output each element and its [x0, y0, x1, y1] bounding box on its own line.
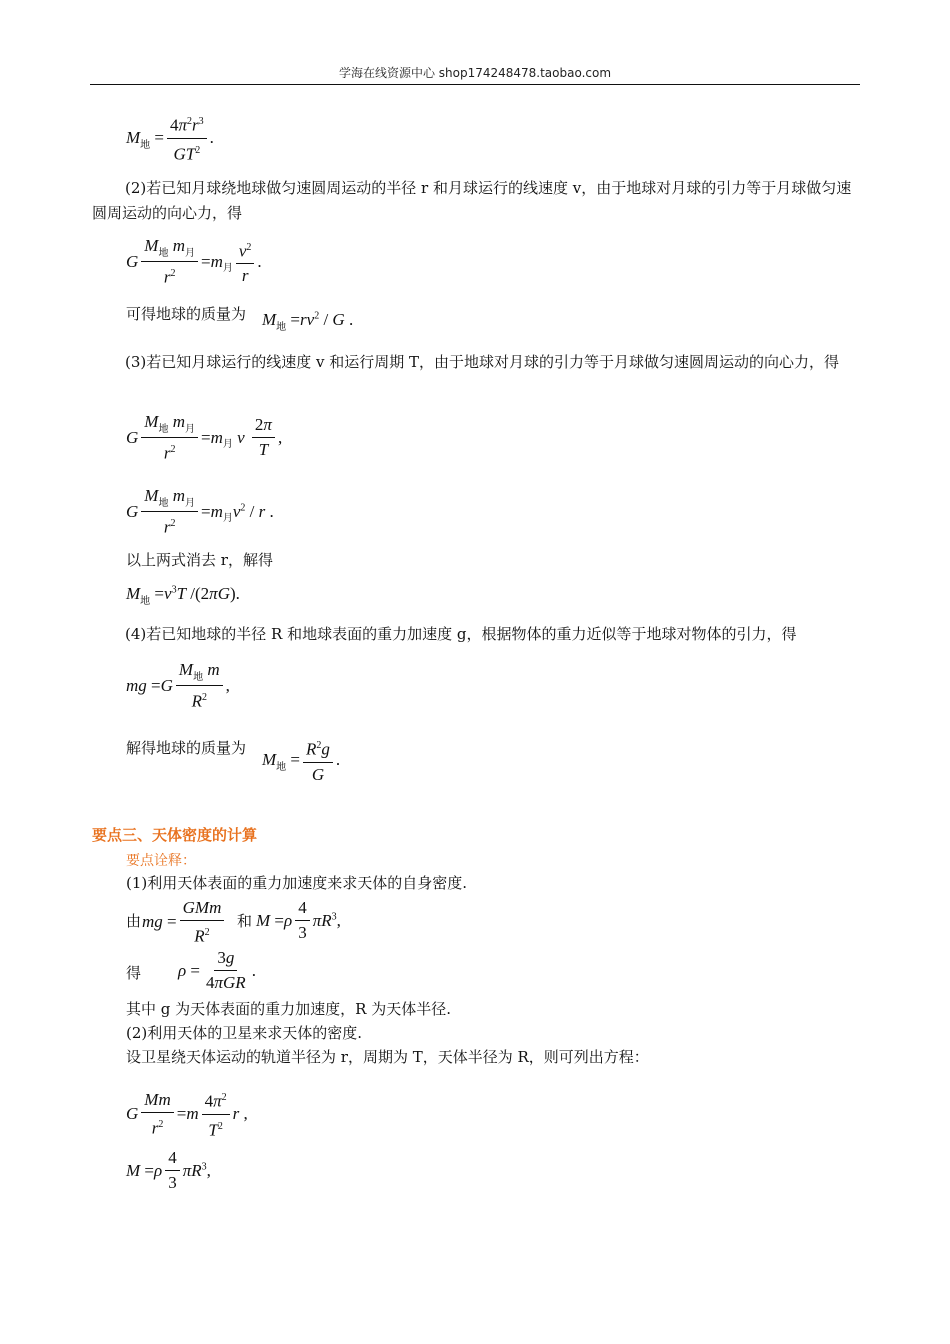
by-label: 由	[126, 912, 142, 930]
formula-earth-mass-g: M 地 = $\frac{R^2g}{G}$ .	[262, 736, 340, 785]
formula-earth-mass-period: M 地 = $\frac{4\pi^2r^3}{GT^2}$ .	[126, 112, 214, 164]
eliminate-r-text: 以上两式消去 r，解得	[126, 551, 273, 569]
mass-rv-lead: 可得地球的质量为	[126, 305, 247, 323]
note-1-text: 其中 g 为天体表面的重力加速度，R 为天体半径.	[126, 1000, 451, 1018]
formula-gravity-centripetal-v2: G $\frac{M_地 m_月}{r^2}$ = m 月 $v^2$ / r .	[126, 486, 274, 537]
formula-gravity-surface: mg = $\frac{\text{GMm}}{R^2}$	[142, 898, 227, 947]
item-2-text: (2)利用天体的卫星来求天体的密度.	[126, 1024, 363, 1042]
mass-g-lead: 解得地球的质量为	[126, 739, 247, 757]
formula-density-g: ρ = $\frac{3g}{\text{4πGR}}$ .	[178, 948, 256, 992]
paragraph-case-2: (2)若已知月球绕地球做匀速圆周运动的半径 r 和月球运行的线速度 v，由于地球对月球的引力等于月球做匀速圆周运动的向心力，得	[92, 179, 852, 222]
formula-earth-mass-rv: M 地 = $rv^2$ / G .	[262, 310, 354, 333]
section-subtitle: 要点诠释：	[126, 853, 196, 869]
and-label: 和	[237, 912, 253, 930]
formula-gravity-weight: mg = G $\frac{M_地 m}{R^2}$ ,	[126, 660, 230, 711]
paragraph-case-3: (3)若已知月球运行的线速度 v 和运行周期 T，由于地球对月球的引力等于月球做匀速圆周运动的向心力，得	[125, 353, 840, 371]
formula-gravity-centripetal-v: G $\frac{M_地 m_月}{r^2}$ = m 月 $\frac{v^2}{r}$ .	[126, 236, 262, 287]
page-header: 学海在线资源中心 shop174248478.taobao.com	[90, 62, 860, 85]
get-label: 得	[126, 964, 142, 982]
item-1-text: (1)利用天体表面的重力加速度来求天体的自身密度.	[126, 874, 468, 892]
formula-satellite-orbit: G $\frac{Mm}{r^2}$ = m $\frac{4\pi^2}{T^2}$ r ,	[126, 1089, 248, 1140]
formula-gravity-centripetal-vT: G $\frac{M_地 m_月}{r^2}$ = m 月 v $\frac{2\pi}{T}$ ,	[126, 412, 283, 463]
formula-earth-mass-vT: M 地 = $v^3T$ /(2 πG ).	[126, 584, 240, 607]
setup-text: 设卫星绕天体运动的轨道半径为 r，周期为 T，天体半径为 R，则可列出方程：	[126, 1048, 649, 1066]
paragraph-case-4: (4)若已知地球的半径 R 和地球表面的重力加速度 g，根据物体的重力近似等于地球对物体的引力，得	[125, 625, 797, 643]
formula-mass-volume: M = ρ $\frac{4}{3}$ $\pi R^3$ ,	[256, 898, 341, 942]
formula-mass-volume-2: M = ρ $\frac{4}{3}$ $\pi R^3$ ,	[126, 1148, 211, 1192]
section-title: 要点三、天体密度的计算	[92, 826, 258, 844]
